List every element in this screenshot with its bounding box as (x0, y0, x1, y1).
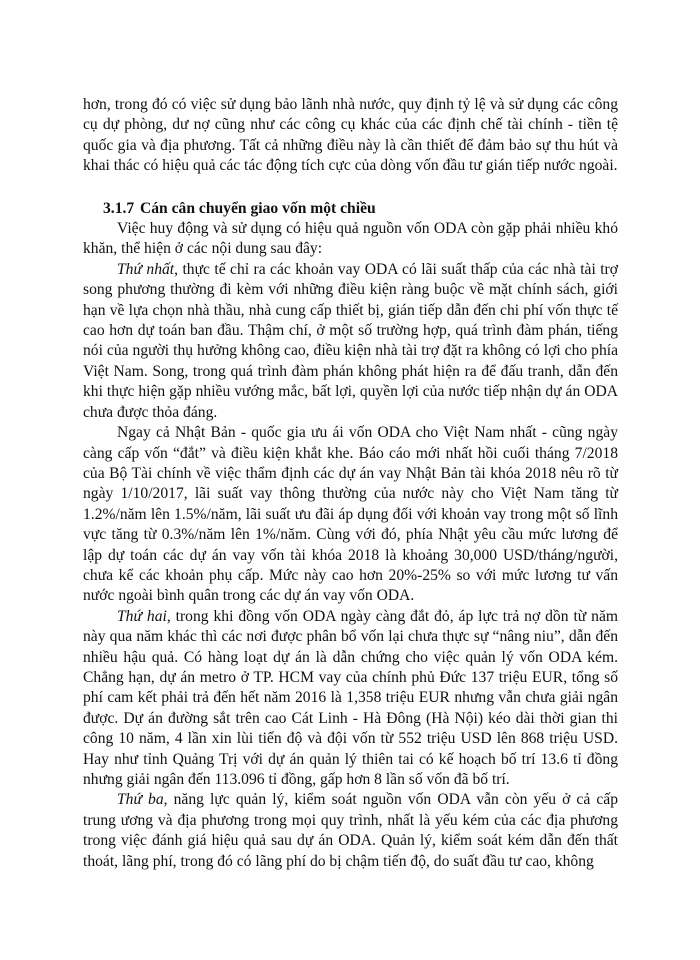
section-title: Cán cân chuyển giao vốn một chiều (140, 199, 376, 217)
paragraph-4 (83, 607, 618, 791)
paragraph-4-text: , trong khi đồng vốn ODA ngày càng đắt đỏ, áp lực trả nợ dồn từ năm này qua năm khác thì các nơi được phân bổ vốn lại chưa thực sự “nâng niu”, dẫn đến nhiều hậu quả. Có hàng loạt dự án là dẫn chứng cho việc quản lý vốn ODA kém. Chẳng hạn, dự án metro ở TP. HCM vay của chính phủ Đức 137 triệu EUR, tổng số phí cam kết phải trả đến hết năm 2016 là 1,358 triệu EUR nhưng vẫn chưa giải ngân được. Dự án đường sắt trên cao Cát Linh - Hà Đông (Hà Nội) kéo dài thời gian thi công 10 năm, 4 lần xin lùi tiến độ và đội vốn từ 552 triệu USD lên 868 triệu USD. Hay như tỉnh Quảng Trị với dự án quản lý thiên tai có kế hoạch bố trí 13.6 tỉ đồng nhưng giải ngân đến 113.096 tỉ đồng, gấp hơn 8 lần số vốn đã bố trí. (83, 607, 618, 788)
paragraph-2-text: , thực tế chỉ ra các khoản vay ODA có lãi suất thấp của các nhà tài trợ song phương thường đi kèm với những điều kiện ràng buộc về mặt chính sách, giới hạn về lựa chọn nhà thầu, nhà cung cấp thiết bị, gián tiếp dẫn đến chi phí vốn thực tế cao hơn dự toán ban đầu. Thậm chí, ở một số trường hợp, quá trình đàm phán, tiếng nói của người thụ hưởng không cao, điều kiện nhà tài trợ đặt ra không có lợi cho phía Việt Nam. Song, trong quá trình đàm phán không phát hiện ra để đấu tranh, dẫn đến khi thực hiện gặp nhiều vướng mắc, bất lợi, quyền lợi của nước tiếp nhận dự án ODA chưa được thỏa đáng. (83, 260, 618, 421)
paragraph-3: Ngay cả Nhật Bản - quốc gia ưu ái vốn ODA cho Việt Nam nhất - cũng ngày càng cấp vốn “đắt” và điều kiện khắt khe. Báo cáo mới nhất hồi cuối tháng 7/2018 của Bộ Tài chính về việc thẩm định các dự án vay Nhật Bản tài khóa 2018 nêu rõ từ ngày 1/10/2017, lãi suất vay thông thường của nước này cho Việt Nam tăng từ 1.2%/năm lên 1.5%/năm, lãi suất ưu đãi áp dụng đối với khoản vay trong một số lĩnh vực tăng từ 0.3%/năm lên 1%/năm. Cùng với đó, phía Nhật yêu cầu mức lương để lập dự toán các dự án vay vốn tài khóa 2018 là khoảng 30,000 USD/tháng/người, chưa kể các khoản phụ cấp. Mức này cao hơn 20%-25% so với mức lương tư vấn nước ngoài bình quân trong các dự án vay vốn ODA. (83, 424, 618, 605)
paragraph-5-lead: Thứ ba (117, 791, 164, 809)
section-heading (83, 199, 618, 219)
paragraph-5 (83, 790, 618, 872)
paragraph-2-lead: Thứ nhất (117, 260, 175, 278)
intro-paragraph: hơn, trong đó có việc sử dụng bảo lãnh nhà nước, quy định tỷ lệ và sử dụng các công cụ dự phòng, dư nợ cũng như các công cụ khác của các định chế tài chính - tiền tệ quốc gia và địa phương. Tất cả những điều này là cần thiết để đảm bảo sự thu hút và khai thác có hiệu quả các tác động tích cực của dòng vốn đầu tư gián tiếp nước ngoài. (83, 96, 618, 175)
paragraph-1: Việc huy động và sử dụng có hiệu quả nguồn vốn ODA còn gặp phải nhiều khó khăn, thể hiện ở các nội dung sau đây: (83, 220, 618, 258)
paragraph-2 (83, 260, 618, 423)
section-number: 3.1.7 (103, 199, 135, 217)
paragraph-5-text: , năng lực quản lý, kiểm soát nguồn vốn ODA vẫn còn yếu ở cả cấp trung ương và địa phương trong mọi quy trình, nhất là yếu kém của các địa phương trong việc đánh giá hiệu quả sau dự án ODA. Quản lý, kiểm soát kém dẫn đến thất thoát, lãng phí, trong đó có lãng phí do bị chậm tiến độ, do suất đầu tư cao, không (83, 791, 618, 870)
paragraph-4-lead: Thứ hai (117, 607, 167, 625)
